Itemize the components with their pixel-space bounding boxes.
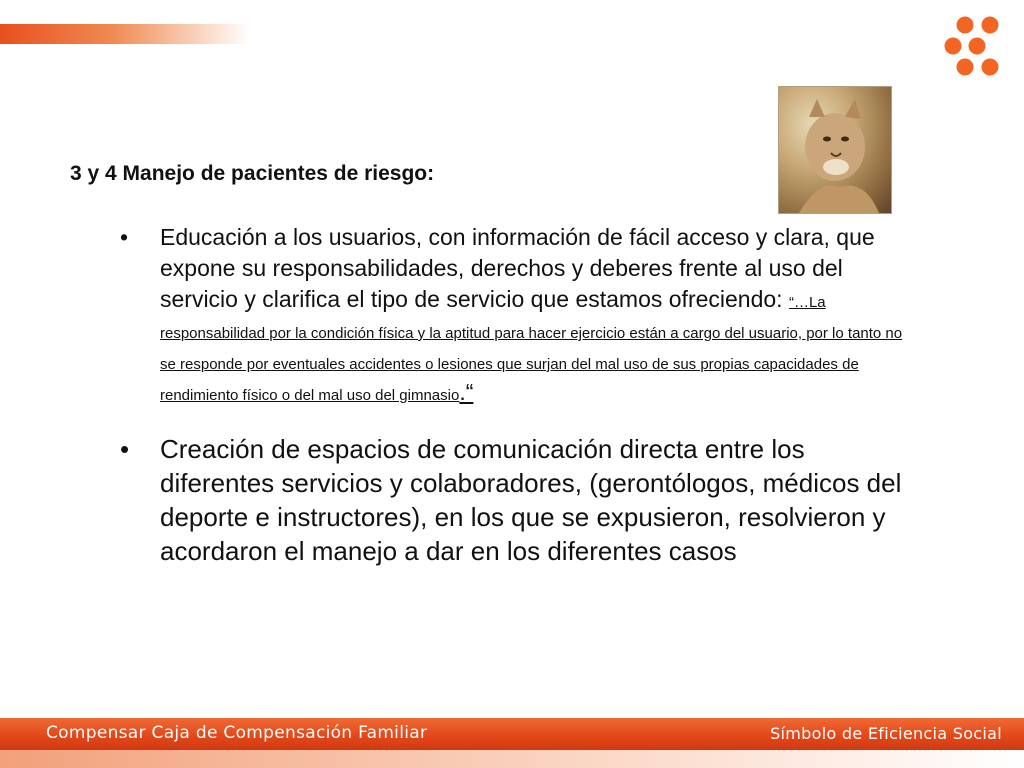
compensar-logo-icon — [940, 14, 1006, 78]
bullet-marker: • — [120, 224, 129, 250]
disclaimer-quote: “…La responsabilidad por la condición física y la aptitud para hacer ejercicio están a cargo del usuario, por lo tanto no se responde por eventuales accidentes o lesiones que surjan del mal uso de sus propias capacidades de rendimiento físico o del mal uso del gimnasio — [160, 294, 903, 404]
footer-bar — [0, 718, 1024, 750]
bullet-text — [160, 222, 905, 408]
disclaimer-quote-end: .“ — [459, 379, 474, 405]
bullet-text: Creación de espacios de comunicación directa entre los diferentes servicios y colaboradores, (gerontólogos, médicos del deporte e instructores), en los que se expusieron, resolvieron y acordaron el manejo a dar en los diferentes casos — [160, 434, 902, 566]
footer-strip — [0, 750, 1024, 768]
bullet-marker: • — [120, 434, 130, 464]
puma-photo — [778, 86, 892, 214]
slide-title: 3 y 4 Manejo de pacientes de riesgo: — [70, 162, 435, 185]
footer-left-text: Compensar Caja de Compensación Familiar — [46, 723, 428, 743]
top-accent-bar — [0, 24, 250, 44]
bullet-body-text: Educación a los usuarios, con información de fácil acceso y clara, que expone su responsabilidades, derechos y deberes frente al uso del servicio y clarifica el tipo de servicio que estamos ofreciendo: — [160, 224, 875, 312]
footer-right-text: Símbolo de Eficiencia Social — [770, 724, 1002, 743]
